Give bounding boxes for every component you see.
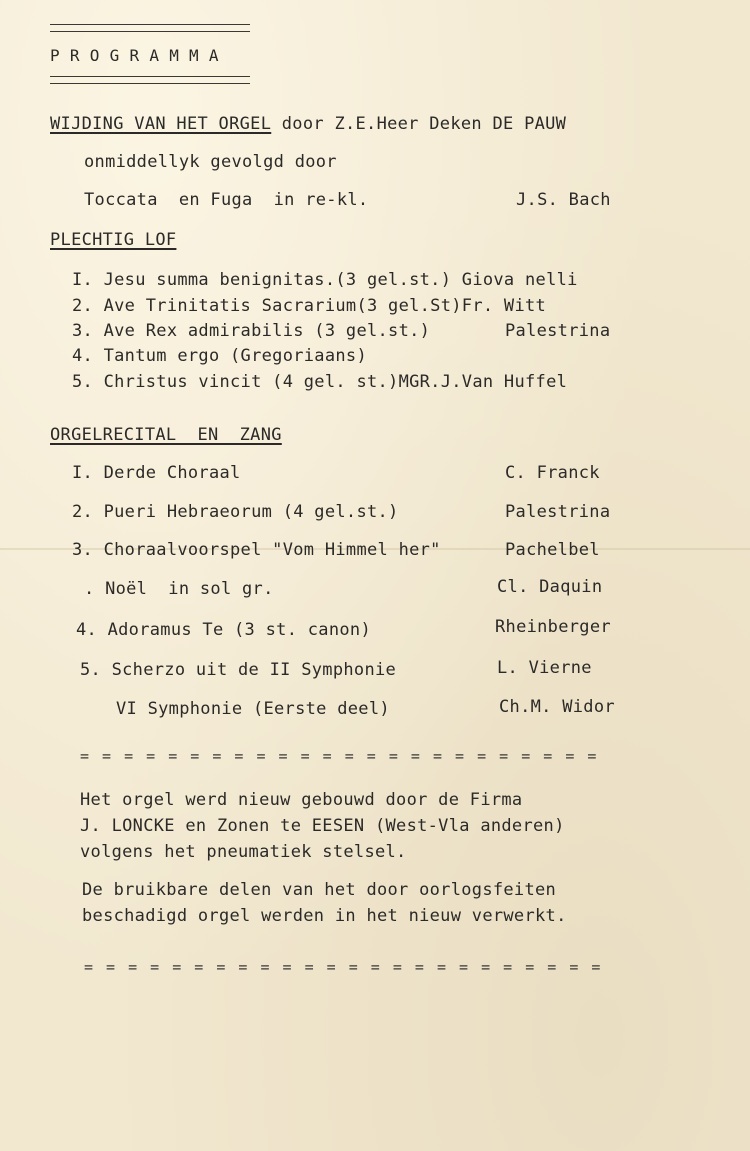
lof-heading: PLECHTIG LOF [50, 230, 177, 250]
recital-item-3b-composer: Cl. Daquin [497, 577, 603, 597]
recital-item-5-composer: L. Vierne [497, 658, 592, 678]
page-title: P R O G R A M M A [50, 46, 219, 65]
header-rule-bottom [50, 76, 250, 84]
header-rule-top [50, 24, 250, 32]
note-line-1: Het orgel werd nieuw gebouwd door de Firma [80, 790, 523, 810]
lof-item-3: 3. Ave Rex admirabilis (3 gel.st.) [72, 321, 431, 341]
recital-item-1-composer: C. Franck [505, 463, 600, 483]
lof-item-1: I. Jesu summa benignitas.(3 gel.st.) Giova nelli [72, 270, 578, 290]
note-line-4: De bruikbare delen van het door oorlogsfeiten [82, 880, 557, 900]
lof-item-2: 2. Ave Trinitatis Sacrarium(3 gel.St)Fr. Witt [72, 296, 547, 316]
lof-item-3-composer: Palestrina [505, 321, 611, 341]
wijding-heading: WIJDING VAN HET ORGEL [50, 114, 272, 134]
wijding-line [50, 114, 566, 134]
lof-item-5: 5. Christus vincit (4 gel. st.)MGR.J.Van Huffel [72, 372, 568, 392]
recital-item-4-composer: Rheinberger [495, 617, 611, 637]
wijding-rest: door Z.E.Heer Deken DE PAUW [271, 114, 567, 134]
note-line-2: J. LONCKE en Zonen te EESEN (West-Vla anderen) [80, 816, 565, 836]
recital-item-3b: . Noël in sol gr. [84, 579, 274, 599]
wijding-composer: J.S. Bach [516, 190, 611, 210]
recital-item-4: 4. Adoramus Te (3 st. canon) [76, 620, 371, 640]
recital-item-2-composer: Palestrina [505, 502, 611, 522]
lof-item-4: 4. Tantum ergo (Gregoriaans) [72, 346, 367, 366]
separator-bottom: = = = = = = = = = = = = = = = = = = = = = = = = [84, 958, 603, 976]
recital-item-3: 3. Choraalvoorspel "Vom Himmel her" [72, 540, 441, 560]
wijding-subline: onmiddellyk gevolgd door [84, 152, 337, 172]
recital-item-1: I. Derde Choraal [72, 463, 241, 483]
recital-item-5: 5. Scherzo uit de II Symphonie [80, 660, 397, 680]
note-line-5: beschadigd orgel werden in het nieuw verwerkt. [82, 906, 567, 926]
separator-top: = = = = = = = = = = = = = = = = = = = = = = = = [80, 747, 599, 765]
recital-item-2: 2. Pueri Hebraeorum (4 gel.st.) [72, 502, 399, 522]
recital-item-6: VI Symphonie (Eerste deel) [116, 699, 390, 719]
note-line-3: volgens het pneumatiek stelsel. [80, 842, 407, 862]
recital-heading: ORGELRECITAL EN ZANG [50, 425, 282, 445]
recital-item-6-composer: Ch.M. Widor [499, 697, 615, 717]
recital-item-3-composer: Pachelbel [505, 540, 600, 560]
wijding-piece: Toccata en Fuga in re-kl. [84, 190, 369, 210]
